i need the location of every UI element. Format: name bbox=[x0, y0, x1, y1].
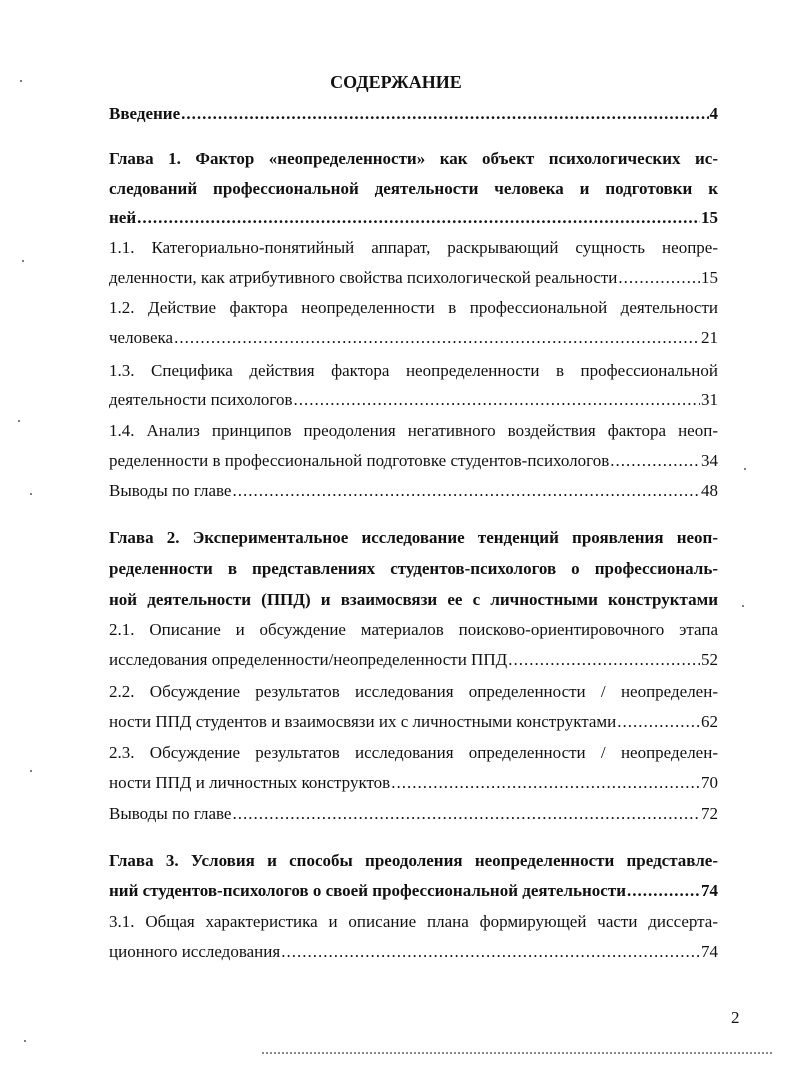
leader-dots bbox=[617, 712, 700, 732]
leader-dots bbox=[391, 773, 700, 793]
section-2-3-line-1: 2.3. Обсуждение результатов исследования определенности / неопределен- bbox=[109, 743, 718, 762]
scan-edge-artifact bbox=[262, 1052, 772, 1056]
toc-entry-2-1[interactable] bbox=[109, 650, 718, 670]
scan-speck bbox=[20, 80, 22, 82]
toc-label: Выводы по главе bbox=[109, 481, 232, 500]
toc-label: ней bbox=[109, 208, 137, 227]
toc-entry-1-2[interactable] bbox=[109, 328, 718, 348]
toc-entry-2-3[interactable] bbox=[109, 773, 718, 793]
toc-label: деятельности психологов bbox=[109, 390, 293, 409]
scan-speck bbox=[22, 260, 24, 262]
toc-entry-conclusions-2[interactable] bbox=[109, 804, 718, 824]
toc-page: 70 bbox=[701, 773, 718, 792]
scan-speck bbox=[30, 770, 32, 772]
toc-label: человека bbox=[109, 328, 174, 347]
toc-page: 74 bbox=[701, 881, 718, 900]
toc-page: 31 bbox=[701, 390, 718, 409]
toc-label: ности ППД студентов и взаимосвязи их с личностными конструктами bbox=[109, 712, 617, 731]
toc-entry-1-1[interactable] bbox=[109, 268, 718, 288]
toc-page: 74 bbox=[701, 942, 718, 961]
scan-speck bbox=[742, 605, 744, 607]
toc-label: исследования определенности/неопределенности ППД bbox=[109, 650, 508, 669]
chapter2-heading-line-2[interactable]: ределенности в представлениях студентов-психологов о профессиональ- bbox=[109, 559, 718, 578]
toc-label: ционного исследования bbox=[109, 942, 281, 961]
toc-page: 15 bbox=[701, 208, 718, 227]
toc-page: 52 bbox=[701, 650, 718, 669]
leader-dots bbox=[508, 650, 700, 670]
section-1-4-line-1: 1.4. Анализ принципов преодоления негативного воздействия фактора неоп- bbox=[109, 421, 718, 440]
leader-dots bbox=[294, 390, 701, 410]
chapter3-heading-line-1: Глава 3. Условия и способы преодоления неопределенности представле- bbox=[109, 851, 718, 870]
leader-dots bbox=[174, 328, 700, 348]
leader-dots bbox=[232, 804, 700, 824]
toc-entry-2-2[interactable] bbox=[109, 712, 718, 732]
toc-label: ределенности в профессиональной подготовке студентов-психологов bbox=[109, 451, 610, 470]
toc-entry-introduction[interactable] bbox=[109, 104, 718, 124]
leader-dots bbox=[627, 881, 700, 901]
leader-dots bbox=[618, 268, 700, 288]
toc-page: 34 bbox=[701, 451, 718, 470]
toc-page: 62 bbox=[701, 712, 718, 731]
toc-entry-chapter3[interactable] bbox=[109, 881, 718, 901]
section-3-1-line-1: 3.1. Общая характеристика и описание плана формирующей части диссерта- bbox=[109, 912, 718, 931]
leader-dots bbox=[232, 481, 700, 501]
toc-entry-1-3[interactable] bbox=[109, 390, 718, 410]
toc-label: деленности, как атрибутивного свойства психологической реальности bbox=[109, 268, 618, 287]
toc-page: 21 bbox=[701, 328, 718, 347]
chapter1-heading-line-1: Глава 1. Фактор «неопределенности» как объект психологических ис- bbox=[109, 149, 718, 168]
chapter2-heading-line-3[interactable]: ной деятельности (ППД) и взаимосвязи ее с личностными конструктами bbox=[109, 590, 718, 609]
toc-label: Выводы по главе bbox=[109, 804, 232, 823]
chapter1-heading-line-2: следований профессиональной деятельности человека и подготовки к bbox=[109, 179, 718, 198]
scan-speck bbox=[18, 420, 20, 422]
toc-page: 72 bbox=[701, 804, 718, 823]
section-1-3-line-1: 1.3. Специфика действия фактора неопределенности в профессиональной bbox=[109, 361, 718, 380]
toc-entry-1-4[interactable] bbox=[109, 451, 718, 471]
chapter2-heading-line-1[interactable]: Глава 2. Экспериментальное исследование тенденций проявления неоп- bbox=[109, 528, 718, 547]
section-2-2-line-1: 2.2. Обсуждение результатов исследования определенности / неопределен- bbox=[109, 682, 718, 701]
section-2-1-line-1: 2.1. Описание и обсуждение материалов поисково-ориентировочного этапа bbox=[109, 620, 718, 639]
scan-speck bbox=[744, 468, 746, 470]
leader-dots bbox=[137, 208, 700, 228]
page-number: 2 bbox=[731, 1008, 740, 1027]
toc-page: 4 bbox=[709, 104, 718, 123]
toc-page: 48 bbox=[701, 481, 718, 500]
toc-page: 15 bbox=[701, 268, 718, 287]
toc-label: ности ППД и личностных конструктов bbox=[109, 773, 391, 792]
toc-entry-chapter1[interactable] bbox=[109, 208, 718, 228]
scan-speck bbox=[24, 1040, 26, 1042]
leader-dots bbox=[181, 104, 708, 124]
toc-entry-conclusions-1[interactable] bbox=[109, 481, 718, 501]
toc-label: ний студентов-психологов о своей профессиональной деятельности bbox=[109, 881, 626, 900]
toc-entry-3-1[interactable] bbox=[109, 942, 718, 962]
toc-label: Введение bbox=[109, 104, 181, 123]
page-title: СОДЕРЖАНИЕ bbox=[330, 72, 462, 92]
leader-dots bbox=[610, 451, 700, 471]
section-1-1-line-1: 1.1. Категориально-понятийный аппарат, раскрывающий сущность неопре- bbox=[109, 238, 718, 257]
scan-speck bbox=[30, 493, 32, 495]
leader-dots bbox=[281, 942, 700, 962]
section-1-2-line-1: 1.2. Действие фактора неопределенности в профессиональной деятельности bbox=[109, 298, 718, 317]
